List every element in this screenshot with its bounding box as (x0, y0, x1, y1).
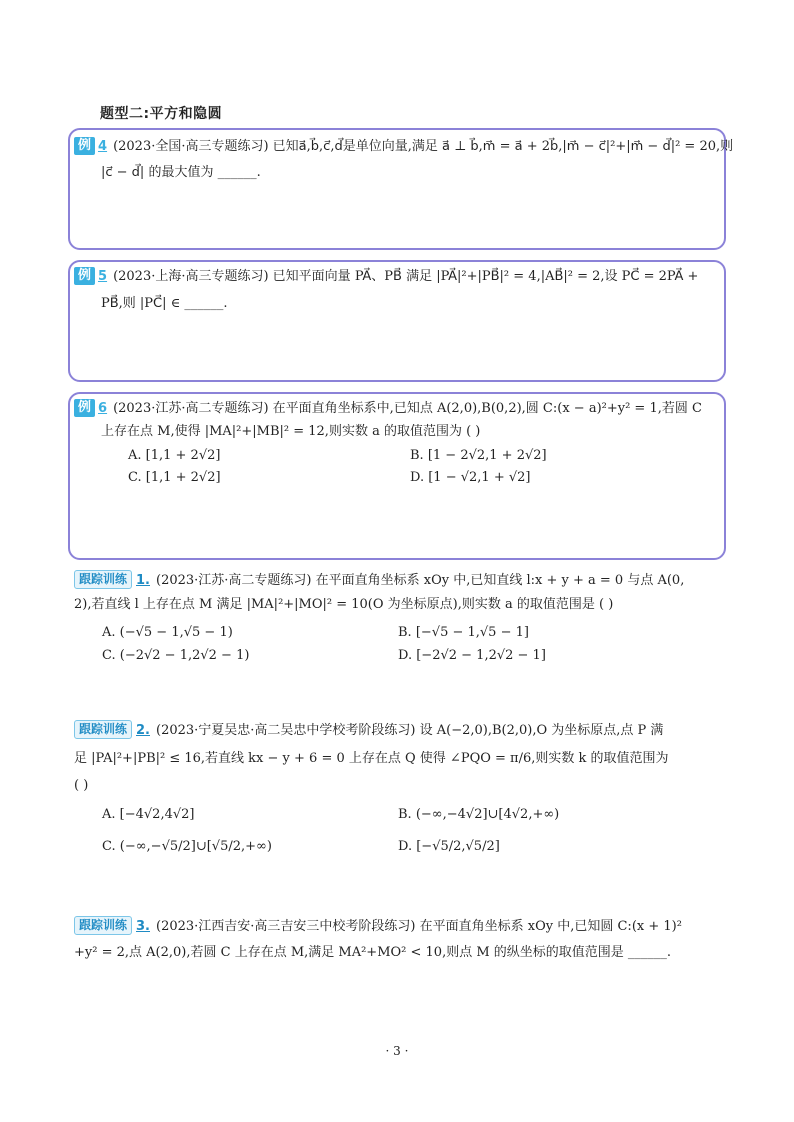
track-tag: 跟踪训练 (74, 720, 132, 739)
track-number: 2. (136, 723, 150, 738)
track-2-option-c: C. (−∞,−√5/2]∪[√5/2,+∞) (102, 839, 272, 854)
example-4-text1: (2023·全国·高三专题练习) 已知a⃗,b⃗,c⃗,d⃗是单位向量,满足 a⃗ ⊥ b⃗,m⃗ = a⃗ + 2b⃗,|m⃗ − c⃗|²+|m⃗ − d⃗|² = 20,则 (113, 139, 734, 154)
example-tag: 例 (74, 137, 95, 155)
track-2-option-a: A. [−4√2,4√2] (102, 807, 195, 822)
track-2-option-b: B. (−∞,−4√2]∪[4√2,+∞) (398, 807, 560, 822)
track-tag: 跟踪训练 (74, 570, 132, 589)
track-1-line2: 2),若直线 l 上存在点 M 满足 |MA|²+|MO|² = 10(O 为坐标原点),则实数 a 的取值范围是 ( ) (74, 597, 614, 612)
track-1-line1 (74, 568, 684, 594)
track-1-option-b: B. [−√5 − 1,√5 − 1] (398, 625, 529, 640)
track-1-option-d: D. [−2√2 − 1,2√2 − 1] (398, 648, 546, 663)
example-4-line2: |c⃗ − d⃗| 的最大值为 ______. (101, 165, 261, 180)
track-2-option-d: D. [−√5/2,√5/2] (398, 839, 500, 854)
example-5-text1: (2023·上海·高三专题练习) 已知平面向量 PA⃗、PB⃗ 满足 |PA⃗|²+|PB⃗|² = 4,|AB⃗|² = 2,设 PC⃗ = 2PA⃗ + (113, 269, 699, 284)
track-1-option-a: A. (−√5 − 1,√5 − 1) (102, 625, 233, 640)
example-6-option-b: B. [1 − 2√2,1 + 2√2] (410, 448, 547, 463)
section-title: 题型二:平方和隐圆 (100, 106, 223, 122)
track-number: 3. (136, 919, 150, 934)
track-number: 1. (136, 573, 150, 588)
example-number: 4 (98, 139, 108, 154)
example-5-line2: PB⃗,则 |PC⃗| ∈ ______. (101, 296, 228, 311)
track-2-line3: ( ) (74, 778, 89, 793)
track-3-line1 (74, 914, 682, 940)
example-6-option-a: A. [1,1 + 2√2] (128, 448, 221, 463)
track-2-text1: (2023·宁夏吴忠·高二吴忠中学校考阶段练习) 设 A(−2,0),B(2,0),O 为坐标原点,点 P 满 (156, 723, 664, 738)
track-3-line2: +y² = 2,点 A(2,0),若圆 C 上存在点 M,满足 MA²+MO² < 10,则点 M 的纵坐标的取值范围是 ______. (74, 945, 672, 960)
track-tag: 跟踪训练 (74, 916, 132, 935)
example-tag: 例 (74, 399, 95, 417)
track-1-text1: (2023·江苏·高二专题练习) 在平面直角坐标系 xOy 中,已知直线 l:x + y + a = 0 与点 A(0, (156, 573, 685, 588)
example-tag: 例 (74, 267, 95, 285)
example-number: 6 (98, 401, 108, 416)
example-6-option-d: D. [1 − √2,1 + √2] (410, 470, 531, 485)
track-3-text1: (2023·江西吉安·高三吉安三中校考阶段练习) 在平面直角坐标系 xOy 中,已知圆 C:(x + 1)² (156, 919, 682, 934)
track-1-option-c: C. (−2√2 − 1,2√2 − 1) (102, 648, 250, 663)
example-number: 5 (98, 269, 108, 284)
track-2-line2: 足 |PA|²+|PB|² ≤ 16,若直线 kx − y + 6 = 0 上存在点 Q 使得 ∠PQO = π/6,则实数 k 的取值范围为 (74, 751, 669, 766)
track-2-line1 (74, 718, 663, 744)
example-6-text1: (2023·江苏·高二专题练习) 在平面直角坐标系中,已知点 A(2,0),B(0,2),圆 C:(x − a)²+y² = 1,若圆 C (113, 401, 702, 416)
example-6-option-c: C. [1,1 + 2√2] (128, 470, 221, 485)
example-6-line2: 上存在点 M,使得 |MA|²+|MB|² = 12,则实数 a 的取值范围为 ( ) (101, 424, 481, 439)
example-5-line1 (74, 264, 698, 290)
page-number: · 3 · (385, 1044, 409, 1058)
example-4-line1 (74, 134, 733, 160)
